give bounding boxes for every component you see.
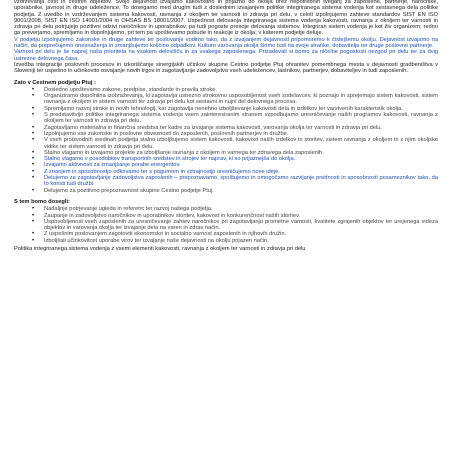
list-item: • Spremljamo razvoj stroke in novih tehnologij, kar zagotavlja nenehno izboljševanje kakovosti dela in izdelkov ter varstvenih karakteristik okolja.: [44, 106, 438, 112]
list-item: • Izpolnjujemo vse zakonske in poslovne obveznosti do zaposlenih, poslovnih partnerjev in družbe.: [44, 131, 438, 137]
list-item: • Nadaljnje potrjevanje ugleda in referenc ter razvoj našega podjetja.: [44, 206, 438, 212]
list-item: • Delujemo za zagotavljanje zadovoljstva zaposlenih – prepoznavamo, spoštujemo in omogočamo razvijanje prednosti in sposobnosti posameznikov tako, da to koristi tudi družbi.: [44, 175, 438, 188]
list-item: • Organiziramo dopolnilna izobraževanja, ki zagotavlja ustrezno strokovno usposobljenost vseh sodelavcev, ki poznajo in sprejemajo sistem kakovosti, sistem ravnanja z okoljem in sistem varnosti ter zdravja pri delu kot sestavni in nujni del delovnega procesa.: [44, 93, 438, 106]
goals-list: [14, 206, 438, 244]
list-item: • Zagotavljamo materialna in finančna sredstva ter kadre za izvajanje sistema kakovosti, varovanja okolja ter varnosti in zdravja pri delu.: [44, 125, 438, 131]
commitments-list: [14, 87, 438, 194]
intro-paragraph-safety: Varnost pri delu je še naprej naša prioriteta na vsakem delovišču in za vsakega zaposlenega. Prizadevali si bomo za ničelne pogostosti nezgod pri delu ter za dvig ustrezne delovnega časa.: [14, 49, 438, 62]
list-item: • Izvajamo aktivnosti za zmanjšanje porabe energentov.: [44, 162, 438, 168]
section-heading-goals: S tem bomo dosegli:: [14, 198, 70, 205]
list-item: • V vseh proizvodnih sredinah podjetja stalno izboljšujemo sistem kakovosti, kakovost naših izdelkov in storitev, sistem ravnanja z okoljem in z njim okoljske vidike ter sistem varnosti in zdravja pri delu.: [44, 137, 438, 150]
policy-document: [14, 0, 438, 252]
list-item: • S predstavitvijo politike integriranega sistema vodenja vsem zainteresiranim stranem vzpodbujamo uresničevanje naših programov kakovosti, ravnanja z okoljem ter varnosti in zdravja pri delu.: [44, 112, 438, 125]
list-item: • Z znanjem in sposobnostjo odkrivamo ter s pogumom in vztrajnostjo uresničujemo nove ideje.: [44, 169, 438, 175]
closing-paragraph: Politika integriranega sistema vodenja z vsemi elementi kakovosti, ravnanja z okoljem ter varnosti in zdravja pri delu: [14, 245, 306, 252]
list-item: • Zaupanje in zadovoljstvo naročnikov in uporabnikov storitev, kakovost in konkurenčnost naših storitev.: [44, 213, 438, 219]
list-item: • Delujemo za pozitivno prepoznavnost skupine Cestno podjetje Ptuj.: [44, 188, 438, 194]
list-item: • Stalno vlagamo v posodobitev transportnih sredstev in strojev ter naprav, ki so prijaznejša do okolja.: [44, 156, 438, 162]
intro-paragraph-1: vzdrževanja cest in cestnih objektov. Svojo dejavnost izvajamo kakovostno in prijazno do okolja brez nepotrebnih tveganj za zaposlene, partnerje, naročnike, uporabnike, javnost in druge udeležence. To dosegamo med drugim tudi z doslednim izvajanjem politike integriranega sistema vodenja kot sestavnega dela politike podjetja. Z uvedbo in vzdrževanjem sistema kakovosti, ravnanja z okoljem ter varnosti in zdravja pri delu, v celoti izpolnjujemo zahteve standardov SIST EN ISO 9001/2008, SIST EN ISO 14001/2004 in OHSAS BS 18001/2007. Uspešnost delovanja integriranega sistema vodenja kakovosti, ravnanja z okoljem ter varnosti in zdravja pri delu potrjujejo pozitivni odzivi naročnikov in uporabnikov, pa tudi pogoste presoje delovanja sistemov. Integriran sistem vodenja je kot živ organizem; redno ga preverjamo, spremljamo in dopolnjujemo, pri tem pa upoštevamo pobude in reakcije iz okolja, v katerem podjetje deluje.: [14, 0, 438, 37]
list-item: • Usposobljenost vseh zaposlenih za uresničevanje zahtev naročnikov pri zagotavljanju prometne varnosti, kvalitete zgrajenih objektov ter urejenega videza objektov in varovanja okolja ter izvajanje dela na varen in zdrav način.: [44, 219, 438, 232]
intro-paragraph-integration: Izvedba integracije poslovnih procesov in izkoriščanje sinergijskih učinkov skupine Cestno podjetje Ptuj ohranitev pomembnega mesta v dejavnosti gradbeništva v Sloveniji ter uspešno in učinkovito osvajanje novih trgov in zagotavljanje zadovoljstva vseh udeležencev, lastnikov, partnerjev, dobaviteljev in tudi zaposlenih.: [14, 61, 438, 75]
list-item: • Izboljšali učinkovitost uporabe virov ter izvajanje naše dejavnosti na okolju prijazen način.: [44, 238, 438, 244]
list-item: • Z uspešnim poslovanjem zagotoviti ekonomsko in socialno varnost zaposlenih in njihovih družin.: [44, 231, 438, 237]
section-heading-commitments: Zato v Cestnem podjetju Ptuj :: [14, 79, 96, 86]
list-item: • Dosledno upoštevamo zakone, predpise, standarde in pravila stroke.: [44, 87, 438, 93]
list-item: • Stalno vlagamo in izvajamo projekte za izboljšanje ravnanja z okoljem in varnega ter zdravega dela zaposlenih.: [44, 150, 438, 156]
intro-paragraph-environment: V podjetju izpolnjujemo zakonske in druge zahteve ter poslovanje vodimo tako, da z izvajanjem dejavnosti pripomoremo k čistejšemu okolju. Dejavnost izvajamo na način, da preprečujemo onesnaženja in zmanjšujemo količino odpadkov. Kulturo varovanja okolja širimo tudi na svoje stranke, dobavitelje ter druge poslovne partnerje.: [14, 36, 438, 50]
